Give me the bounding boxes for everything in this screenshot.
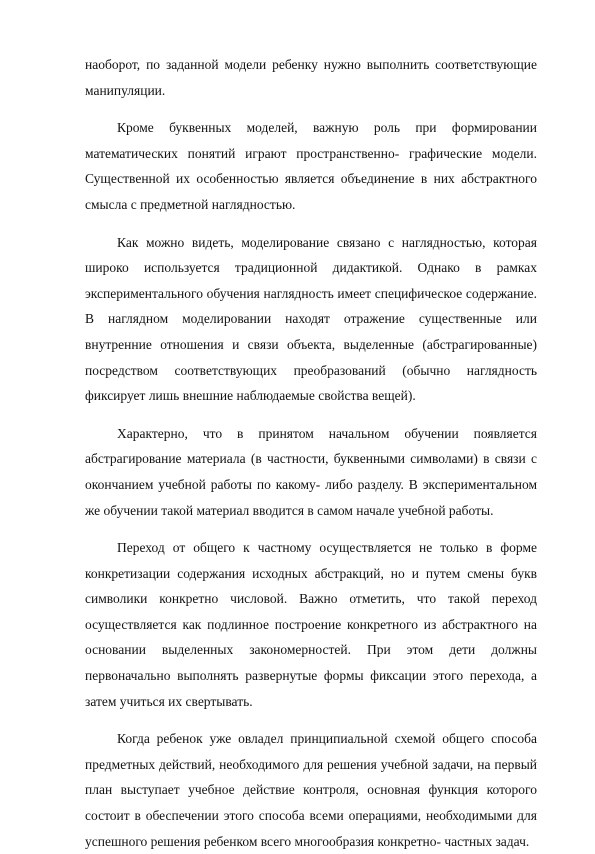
paragraph-abstraction: Характерно, что в принятом начальном обучении появляется абстрагирование материала (в частности, буквенными символами) в связи с окончанием учебной работы по какому- либо разделу. В экспериментальном же обучении такой материал вводится в самом начале учебной работы. xyxy=(85,425,537,518)
paragraph-control-action: Когда ребенок уже овладел принципиальной схемой общего способа предметных действий, необходимого для решения учебной задачи, на первый план выступает учебное действие контроля, основная функция которого состоит в обеспечении этого способа всеми операциями, необходимыми для успешного решения ребенком всего многообразия конкретно- частных задач. xyxy=(85,731,537,849)
paragraph-general-to-particular: Переход от общего к частному осуществляется не только в форме конкретизации содержания исходных абстракций, но и путем смены букв символики конкретно числовой. Важно отметить, что такой переход осуществляется как подлинное построение конкретного из абстрактного на основании выделенных закономерностей. При этом дети должны первоначально выполнять развернутые формы фиксации этого перехода, а затем учиться их свертывать. xyxy=(85,540,537,709)
paragraph-visual-modeling: Как можно видеть, моделирование связано с наглядностью, которая широко используется традиционной дидактикой. Однако в рамках экспериментального обучения наглядность имеет специфическое содержание. В наглядном моделировании находят отражение существенные или внутренние отношения и связи объекта, выделенные (абстрагированные) посредством соответствующих преобразований (обычно наглядность фиксирует лишь внешние наблюдаемые свойства вещей). xyxy=(85,234,537,404)
paragraph-continuation: наоборот, по заданной модели ребенку нужно выполнить соответствующие манипуляции. xyxy=(85,57,537,98)
paragraph-letter-models: Кроме буквенных моделей, важную роль при формировании математических понятий играют пространственно- графические модели. Существенной их особенностью является объединение в них абстрактного смысла с предметной наглядностью. xyxy=(85,120,537,212)
